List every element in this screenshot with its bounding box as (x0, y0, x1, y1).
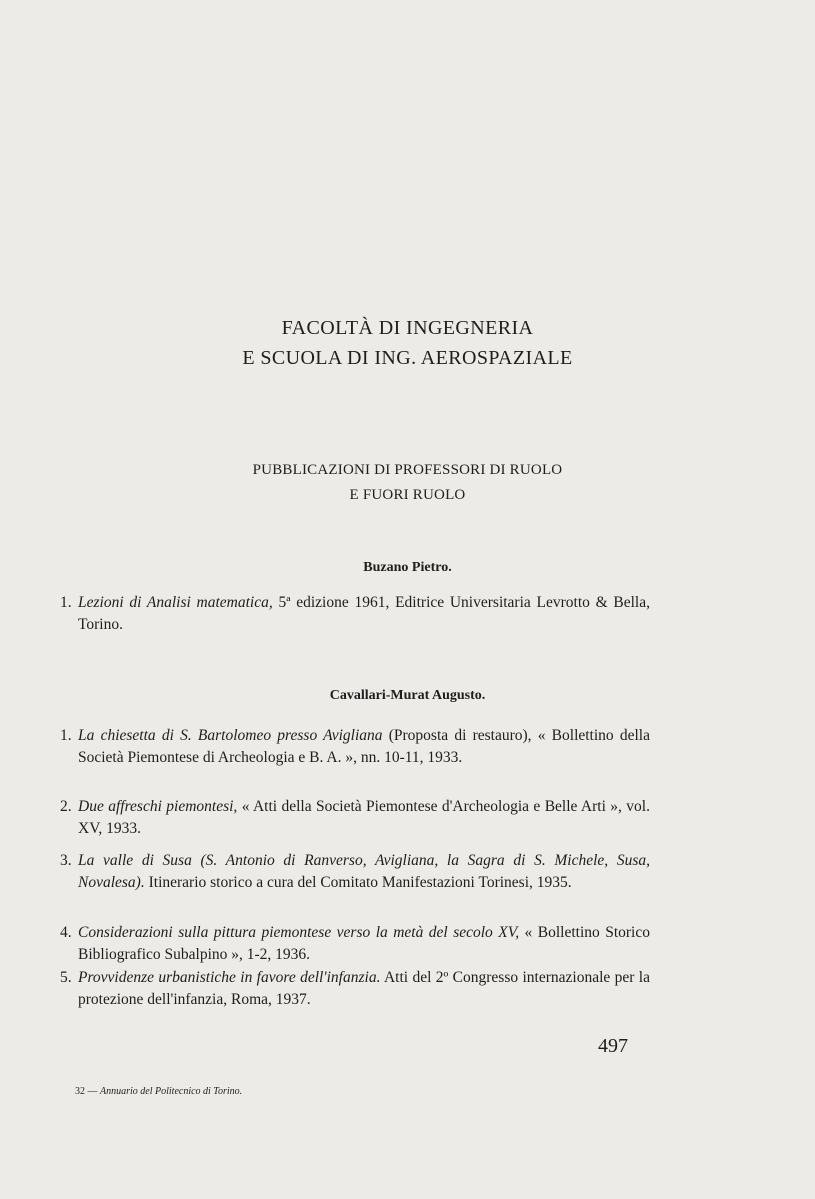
publication-entry (60, 592, 650, 636)
entry-details: (Proposta di restauro), « Bollettino della Società Piemontese di Archeologia e B. A. », nn. 10-11, 1933. (78, 727, 650, 766)
entry-title: La chiesetta di S. Bartolomeo presso Avigliana (78, 727, 383, 744)
entry-title: Lezioni di Analisi matematica, (78, 594, 273, 611)
entry-number: 1. (60, 594, 72, 611)
entry-number: 5. (60, 969, 72, 986)
author-name: Buzano Pietro. (363, 560, 452, 575)
section-title-line2: E FUORI RUOLO (349, 487, 466, 503)
entry-details: 5ª edizione 1961, Editrice Universitaria Levrotto & Bella, Torino. (78, 594, 650, 633)
entry-title: Considerazioni sulla pittura piemontese verso la metà del secolo XV, (78, 924, 520, 941)
entry-number: 4. (60, 924, 72, 941)
faculty-title-line1: FACOLTÀ DI INGEGNERIA (281, 317, 534, 339)
publication-entry (60, 850, 650, 894)
publication-entry (60, 796, 650, 840)
entry-details: « Atti della Società Piemontese d'Archeologia e Belle Arti », vol. XV, 1933. (78, 798, 650, 837)
publication-entry (60, 967, 650, 1011)
author-name: Cavallari-Murat Augusto. (329, 688, 486, 703)
footer-title: Annuario del Politecnico di Torino. (100, 1086, 243, 1097)
entry-details: Atti del 2º Congresso internazionale per la protezione dell'infanzia, Roma, 1937. (78, 969, 650, 1008)
page-footer (75, 1086, 242, 1097)
publication-entry (60, 922, 650, 966)
entry-title: Due affreschi piemontesi, (78, 798, 238, 815)
entry-number: 2. (60, 798, 72, 815)
entry-details: Itinerario storico a cura del Comitato Manifestazioni Torinesi, 1935. (144, 874, 572, 891)
entry-number: 3. (60, 852, 72, 869)
entry-number: 1. (60, 727, 72, 744)
faculty-title-line2: E SCUOLA DI ING. AEROSPAZIALE (242, 347, 573, 369)
footer-prefix: 32 — (75, 1086, 98, 1097)
entry-details: « Bollettino Storico Bibliografico Subalpino », 1-2, 1936. (78, 924, 650, 963)
publication-entry (60, 725, 650, 769)
entry-title: Provvidenze urbanistiche in favore dell'infanzia. (78, 969, 381, 986)
page-number: 497 (598, 1035, 628, 1057)
section-title-line1: PUBBLICAZIONI DI PROFESSORI DI RUOLO (252, 462, 563, 478)
entry-title: La valle di Susa (S. Antonio di Ranverso, Avigliana, la Sagra di S. Michele, Susa, Novalesa). (78, 852, 650, 891)
